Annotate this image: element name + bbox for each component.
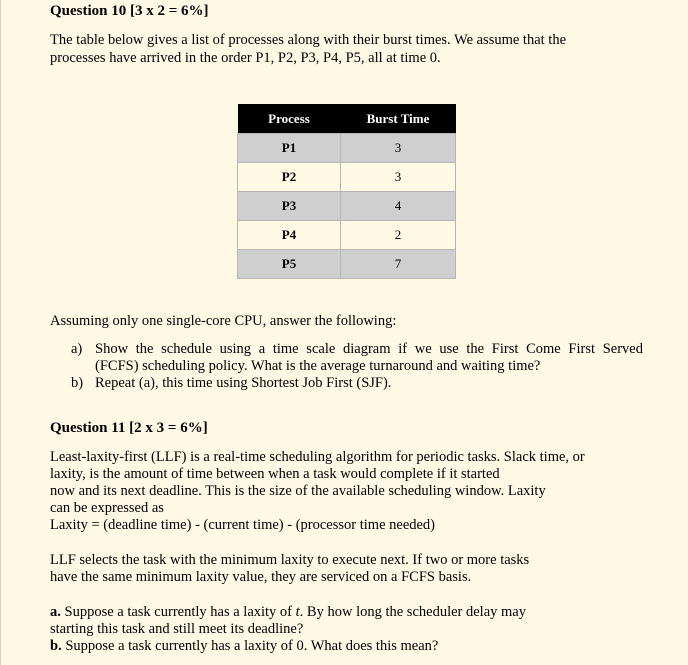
burst-cell: 3 [341,134,456,163]
item-a-line-2: (FCFS) scheduling policy. What is the average turnaround and waiting time? [95,358,541,374]
process-cell: P3 [238,192,341,221]
item-a-label: a) [71,341,83,357]
burst-cell: 4 [341,192,456,221]
q11-item-a-line-2: starting this task and still meet its deadline? [50,621,304,637]
q10-assume-text: Assuming only one single-core CPU, answer the following: [50,313,397,329]
q11-item-a-text-post: . By how long the scheduler delay may [299,604,526,620]
q11-item-b-line-1 [50,638,438,655]
process-table [237,104,456,279]
header-process: Process [238,104,341,134]
q11-p2-line-2: have the same minimum laxity value, they are serviced on a FCFS basis. [50,569,472,585]
question-11-title: Question 11 [2 x 3 = 6%] [50,420,208,436]
q11-item-b-text: Suppose a task currently has a laxity of 0. What does this mean? [65,638,439,654]
burst-cell: 3 [341,163,456,192]
item-a-line-1: Show the schedule using a time scale diagram if we use the First Come First Served [95,341,643,357]
process-cell: P4 [238,221,341,250]
item-b-line-1: Repeat (a), this time using Shortest Job First (SJF). [95,375,392,391]
table-header-row [238,104,456,134]
table-row [238,250,456,279]
table-row [238,134,456,163]
laxity-formula: Laxity = (deadline time) - (current time) - (processor time needed) [50,517,436,533]
burst-cell: 7 [341,250,456,279]
q10-intro-line-1: The table below gives a list of processes along with their burst times. We assume that the [50,32,567,48]
q11-p1-line-3: now and its next deadline. This is the size of the available scheduling window. Laxity [50,483,546,499]
table-row [238,192,456,221]
process-cell: P2 [238,163,341,192]
q11-item-a-text-pre: Suppose a task currently has a laxity of [64,604,293,620]
q11-item-a-line-1 [50,604,526,621]
item-b-label: b) [71,375,84,391]
burst-cell: 2 [341,221,456,250]
q11-p1-line-1: Least-laxity-first (LLF) is a real-time scheduling algorithm for periodic tasks. Slack time, or [50,449,585,465]
process-cell: P5 [238,250,341,279]
q11-item-a-label: a. [50,604,61,620]
table-row [238,221,456,250]
question-10-title: Question 10 [3 x 2 = 6%] [50,3,209,19]
q11-p2-line-1: LLF selects the task with the minimum laxity to execute next. If two or more tasks [50,552,530,568]
q11-p1-line-2: laxity, is the amount of time between when a task would complete if it started [50,466,500,482]
table-row [238,163,456,192]
q11-item-b-label: b. [50,638,62,654]
q11-item-a-variable: t [295,604,300,620]
q10-intro-line-2: processes have arrived in the order P1, P2, P3, P4, P5, all at time 0. [50,50,441,66]
process-cell: P1 [238,134,341,163]
q11-p1-line-4: can be expressed as [50,500,164,516]
header-burst-time: Burst Time [341,104,456,134]
